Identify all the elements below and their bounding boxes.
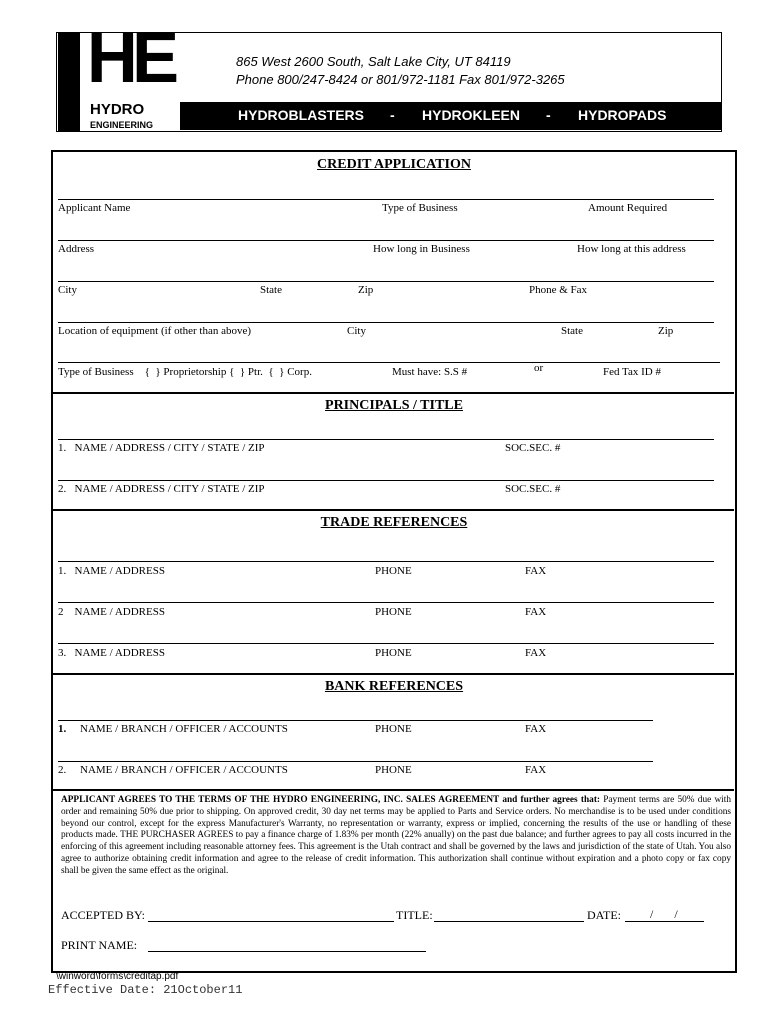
product-banner <box>180 102 721 130</box>
label-principal-2: 2. NAME / ADDRESS / CITY / STATE / ZIP <box>58 483 265 495</box>
label-trade-1-fax: FAX <box>525 565 547 577</box>
label-equipment-state: State <box>561 325 583 337</box>
label-city: City <box>58 284 77 296</box>
field-line[interactable] <box>58 240 714 241</box>
principals-title: PRINCIPALS / TITLE <box>325 398 463 413</box>
banner-item: - <box>546 107 551 123</box>
section-divider <box>52 509 734 511</box>
label-print-name: PRINT NAME: <box>61 938 138 952</box>
trade-title: TRADE REFERENCES <box>320 515 468 530</box>
footer-path: \winword\forms\creditap.pdf <box>56 971 179 982</box>
label-type-of-business: Type of Business <box>382 202 458 214</box>
label-date: DATE: <box>587 908 621 922</box>
logo-bar <box>58 32 80 132</box>
bank-title: BANK REFERENCES <box>324 679 464 694</box>
field-line[interactable] <box>58 480 714 481</box>
label-trade-2-fax: FAX <box>525 606 547 618</box>
accepted-by-line[interactable] <box>148 921 394 922</box>
field-line[interactable] <box>58 602 714 603</box>
field-line[interactable] <box>58 761 653 762</box>
label-address: Address <box>58 243 95 255</box>
label-trade-1-phone: PHONE <box>375 565 412 577</box>
label-ss-number: Must have: S.S # <box>392 366 468 378</box>
field-line[interactable] <box>58 643 714 644</box>
label-title: TITLE: <box>396 908 433 922</box>
label-trade-3: 3. NAME / ADDRESS <box>58 647 165 659</box>
label-principal-1-ssn: SOC.SEC. # <box>505 442 561 454</box>
banner-item: HYDROBLASTERS <box>238 107 365 123</box>
header <box>56 18 722 132</box>
label-equipment-city: City <box>347 325 366 337</box>
label-bank-1: NAME / BRANCH / OFFICER / ACCOUNTS <box>80 723 288 735</box>
label-phone-fax: Phone & Fax <box>529 284 588 296</box>
label-equipment-location: Location of equipment (if other than above) <box>58 325 252 337</box>
section-divider <box>52 392 734 394</box>
company-address: 865 West 2600 South, Salt Lake City, UT 84119 <box>236 54 511 69</box>
date-slashes: / / <box>650 907 678 921</box>
section-divider <box>52 789 734 791</box>
label-state: State <box>260 284 282 296</box>
label-bank-1-phone: PHONE <box>375 723 412 735</box>
label-applicant-name: Applicant Name <box>58 202 131 214</box>
label-bank-1-fax: FAX <box>525 723 547 735</box>
print-name-line[interactable] <box>148 951 426 952</box>
terms-text: Payment terms are 50% due with order and remaining 50% due prior to shipping. On approved credit, 30 day net terms may be applied to Parts and Service orders. No merchandise is to be used under conditions beyond our control, except for the express Manufacturer's Warranty, no representation or warranty, express or implied, concerning the results of the use or handling of these products made. THE PURCHASER AGREES to pay a finance charge of 1.83% per month (22% anually) on the past due balance; and further agrees to pay all costs incurred in the enforcing of this agreement including reasonable attorney fees. This agreement is the Utah contract and shall be governed by the laws and jurisdiction of the state of Utah. You also agree to authorize obtaining credit information and agree to the release of credit information. This authorization shall continue without expiration and a photo copy or fax copy shall be given the same effect as the original. <box>61 795 731 876</box>
field-line[interactable] <box>58 362 720 363</box>
footer-effective-date: Effective Date: 21October11 <box>48 983 243 997</box>
label-how-long-business: How long in Business <box>373 243 470 255</box>
label-business-type-options: Type of Business { } Proprietorship { } Ptr. { } Corp. <box>58 366 312 378</box>
logo <box>56 18 178 132</box>
label-bank-2: NAME / BRANCH / OFFICER / ACCOUNTS <box>80 764 288 776</box>
label-principal-1: 1. NAME / ADDRESS / CITY / STATE / ZIP <box>58 442 265 454</box>
section-divider <box>52 673 734 675</box>
terms-bold: APPLICANT AGREES TO THE TERMS OF THE HYDRO ENGINEERING, INC. SALES AGREEMENT and further agrees that: <box>61 795 601 805</box>
banner-item: - <box>390 107 395 123</box>
label-zip: Zip <box>358 284 374 296</box>
company-phone: Phone 800/247-8424 or 801/972-1181 Fax 801/972-3265 <box>236 72 565 87</box>
label-bank-2-num: 2. <box>58 764 67 776</box>
label-bank-2-fax: FAX <box>525 764 547 776</box>
field-line[interactable] <box>58 322 714 323</box>
label-bank-1-num: 1. <box>58 723 67 735</box>
label-or: or <box>534 362 544 374</box>
field-line[interactable] <box>58 720 653 721</box>
title-line[interactable] <box>434 921 584 922</box>
field-line[interactable] <box>58 439 714 440</box>
label-trade-1: 1. NAME / ADDRESS <box>58 565 165 577</box>
credit-title: CREDIT APPLICATION <box>317 157 471 172</box>
banner-item: HYDROPADS <box>578 107 667 123</box>
logo-he: HE <box>86 18 174 98</box>
field-line[interactable] <box>58 199 714 200</box>
field-line[interactable] <box>58 281 714 282</box>
label-how-long-address: How long at this address <box>577 243 686 255</box>
label-fed-tax-id: Fed Tax ID # <box>603 366 661 378</box>
label-bank-2-phone: PHONE <box>375 764 412 776</box>
label-trade-3-fax: FAX <box>525 647 547 659</box>
label-amount-required: Amount Required <box>588 202 668 214</box>
label-trade-2: 2 NAME / ADDRESS <box>58 606 165 618</box>
field-line[interactable] <box>58 561 714 562</box>
label-trade-2-phone: PHONE <box>375 606 412 618</box>
banner-item: HYDROKLEEN <box>422 107 521 123</box>
label-trade-3-phone: PHONE <box>375 647 412 659</box>
label-accepted-by: ACCEPTED BY: <box>61 908 145 922</box>
label-principal-2-ssn: SOC.SEC. # <box>505 483 561 495</box>
logo-engineering: ENGINEERING <box>90 120 154 130</box>
terms-paragraph <box>61 795 731 878</box>
logo-hydro: HYDRO <box>90 101 145 118</box>
label-equipment-zip: Zip <box>658 325 674 337</box>
